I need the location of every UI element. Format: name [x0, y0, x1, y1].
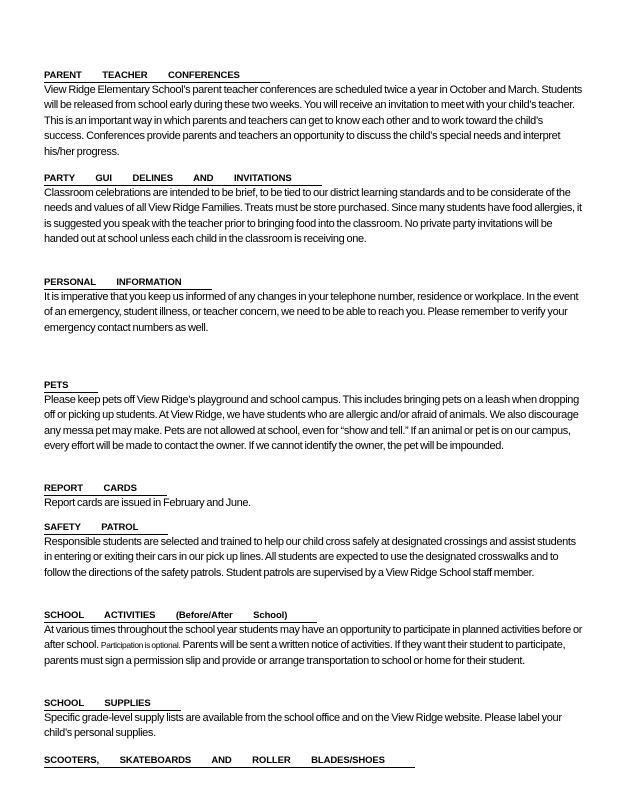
section-heading: SCHOOL ACTIVITIES (Before/After School) — [44, 610, 317, 623]
section-parent-teacher-conferences — [44, 65, 584, 160]
section-party-guidelines — [44, 168, 584, 248]
paragraph-text: Parents will be sent a written notice of activities. If they want their student to participate, parents must sign a permission slip and provide or arrange transportation to school or home for their student. — [44, 639, 566, 667]
section-heading: SCHOOL SUPPLIES — [44, 698, 181, 711]
section-heading: PERSONAL INFORMATION — [44, 277, 212, 290]
section-paragraph: Specific grade-level supply lists are available from the school office and on the View Ridge website. Please label your child’s personal supplies. — [44, 712, 562, 740]
section-heading: SCOOTERS, SKATEBOARDS AND ROLLER BLADES/SHOES — [44, 755, 415, 768]
section-paragraph: Classroom celebrations are intended to be brief, to be tied to our district learning standards and to be considerate of the needs and values of all View Ridge Families. Treats must be store purchased. Since many students have food allergies, it is suggested you speak with the teacher prior to bringing food into the classroom. No private party invitations will be handed out at school unless each child in the classroom is receiving one. — [44, 187, 582, 246]
optional-note: Participation is optional. — [100, 640, 181, 651]
section-heading: PARTY GUI DELINES AND INVITATIONS — [44, 173, 322, 186]
section-paragraph: Report cards are issued in February and June. — [44, 497, 251, 509]
section-heading: PARENT TEACHER CONFERENCES — [44, 70, 270, 83]
section-heading: REPORT CARDS — [44, 483, 167, 496]
section-paragraph: Please keep pets off View Ridge’s playground and school campus. This includes bringing pets on a leash when dropping off or picking up students. At View Ridge, we have students who are allergic and/or afraid of animals. We also discourage any messa pet may make. Pets are not allowed at school, even for “show and tell.” If an animal or pet is on our campus, every effort will be made to contact the owner. If we cannot identify the owner, the pet will be impounded. — [44, 394, 579, 453]
section-pets — [44, 375, 584, 455]
section-personal-information — [44, 272, 584, 336]
section-paragraph — [44, 623, 584, 669]
section-report-cards — [44, 478, 584, 511]
section-school-activities — [44, 605, 584, 669]
section-paragraph: It is imperative that you keep us informed of any changes in your telephone number, residence or workplace. In the event of an emergency, student illness, or teacher concern, we need to be able to reach you. Please remember to verify your emergency contact numbers as well. — [44, 291, 579, 334]
section-school-supplies — [44, 693, 584, 742]
paragraph-text: At various times throughout the school year students may have an opportunity to participate in planned activities before or after school. — [44, 624, 583, 652]
section-paragraph: View Ridge Elementary School’s parent teacher conferences are scheduled twice a year in October and March. Students will be released from school early during these two weeks. You will receive an invitation to meet with your child’s teacher. This is an important way in which parents and teachers can get to know each other and to work toward the child’s success. Conferences provide parents and teachers an opportunity to discuss the child’s special needs and interpret his/her progress. — [44, 84, 582, 158]
section-scooters-skateboards — [44, 750, 584, 768]
section-heading: SAFETY PATROL — [44, 522, 168, 535]
section-paragraph: Responsible students are selected and trained to help our child cross safely at designated crossings and assist students in entering or exiting their cars in our pick up lines. All students are expected to use the designated crosswalks and to follow the directions of the safety patrols. Student patrols are supervised by a View Ridge School staff member. — [44, 536, 576, 579]
section-heading: PETS — [44, 380, 98, 393]
section-safety-patrol — [44, 517, 584, 581]
